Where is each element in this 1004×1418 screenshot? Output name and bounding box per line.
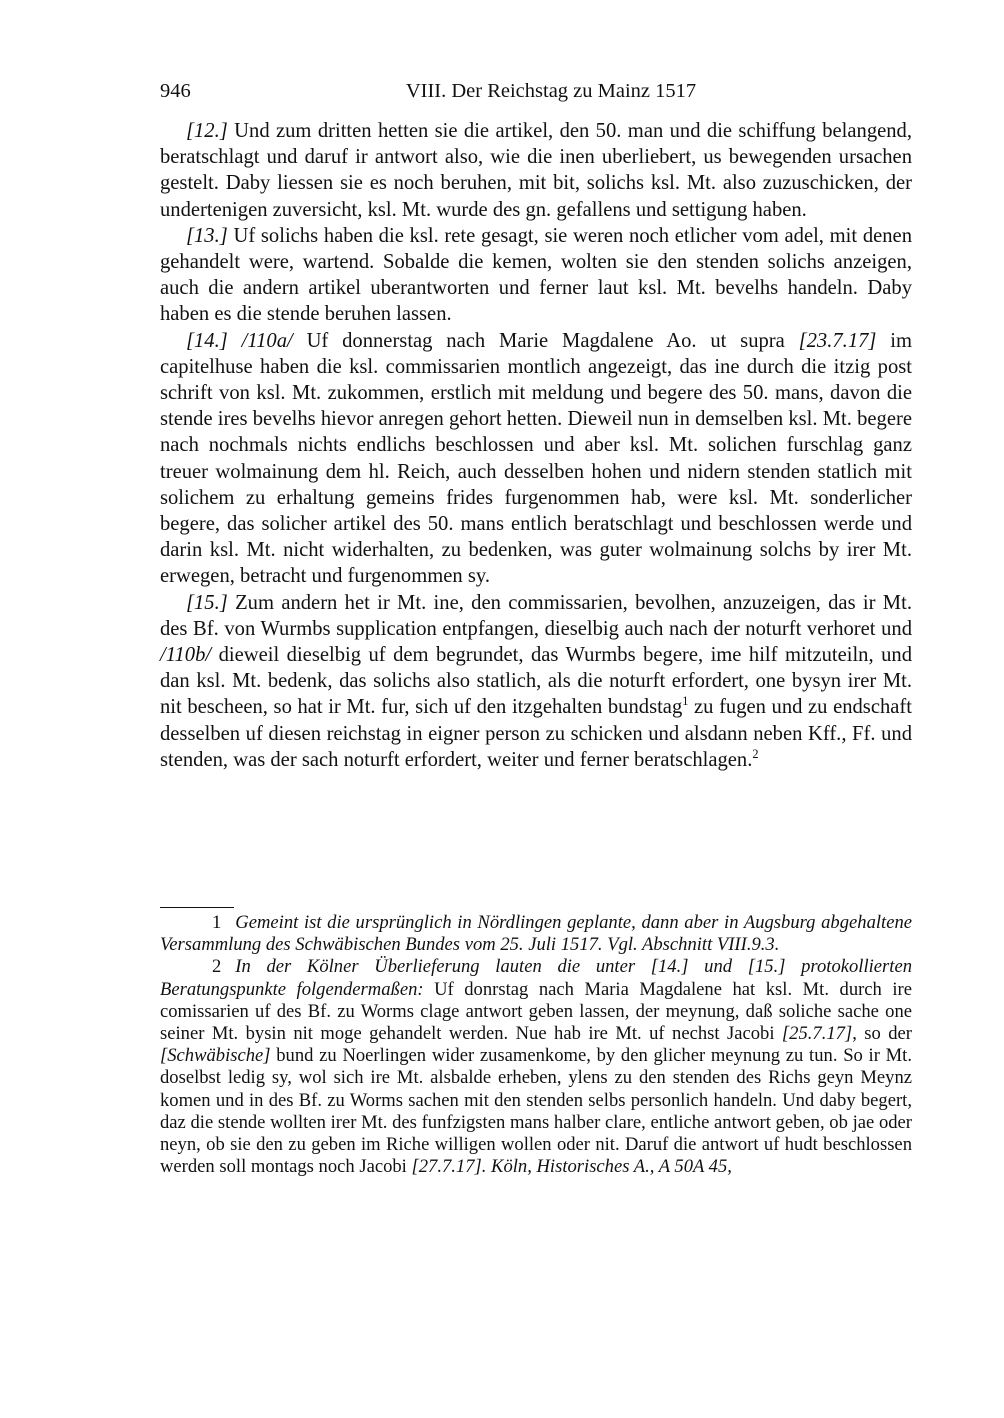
footnote-1 bbox=[160, 912, 912, 956]
footnote-mark: 2 bbox=[212, 956, 222, 978]
paragraph-number: [15.] bbox=[186, 591, 228, 614]
paragraph-15 bbox=[160, 590, 912, 773]
footnote-divider bbox=[160, 907, 234, 908]
editorial-insertion: [Schwäbische] bbox=[160, 1045, 271, 1067]
page-number: 946 bbox=[160, 80, 191, 102]
paragraph-12 bbox=[160, 118, 912, 223]
main-text bbox=[160, 118, 912, 773]
paragraph-text: dieweil dieselbig uf dem begrundet, das Wurmbs begere, ime hilf mitzuteiln, und dan ksl. Mt. bedenk, das solichs also statlich, als die noturft erfordert, one bysyn irer Mt. nit bescheen, so hat ir Mt. fur, sich uf den itzgehalten bundstag bbox=[160, 644, 912, 719]
folio-marker: /110b/ bbox=[160, 644, 212, 667]
footnote-text: Gemeint ist die ursprünglich in Nördlingen geplante, dann aber in Augsburg abgehaltene Versammlung des Schwäbischen Bundes vom 25. Juli 1517. Vgl. Abschnitt VIII.9.3. bbox=[160, 912, 912, 956]
folio-marker: /110a/ bbox=[241, 329, 293, 352]
paragraph-number: [13.] bbox=[186, 224, 228, 247]
footnote-text: Uf donrstag nach Maria Magdalene hat ksl. Mt. durch ire comissarien uf des Bf. zu Worms clage antwort geben lassen, der meynung, daß soliche sache one seiner Mt. bysin nit moge gehandelt werden. Nue hab ire Mt. uf nechst Jacobi bbox=[160, 978, 913, 1045]
paragraph-text: Uf donnerstag nach Marie Magdalene Ao. ut supra bbox=[292, 329, 799, 352]
footnote-ref-2[interactable]: 2 bbox=[752, 747, 759, 762]
footnote-text: , so der bbox=[852, 1023, 912, 1045]
date-annotation: [27.7.17]. bbox=[411, 1156, 487, 1178]
footnote-ref-1[interactable]: 1 bbox=[682, 694, 689, 709]
running-title: VIII. Der Reichstag zu Mainz 1517 bbox=[405, 80, 697, 102]
paragraph-13 bbox=[160, 223, 912, 328]
paragraph-text: im capitelhuse haben die ksl. commissarien montlich angezeigt, das ine durch die itzig post schrift von ksl. Mt. zukommen, erstlich mit meldung und begere des 50. mans, davon die stende ires bevelhs hievor anregen gehort hetten. Dieweil nun in demselben ksl. Mt. begere nach nochmals nichts endlichs beschlossen und aber ksl. Mt. solichen furschlag ganz treuer wolmainung dem hl. Reich, auch desselben hohen und nidern stenden statlich mit solichem zu erhaltung gemeins frides furgenommen hab, were ksl. Mt. sonderlicher begere, das solicher artikel des 50. mans entlich beratschlagt und beschlossen werde und darin ksl. Mt. nicht widerhalten, zu bedenken, was guter wolmainung solchs by irer Mt. erwegen, betracht und furgenommen sy. bbox=[160, 329, 913, 588]
footnote-mark: 1 bbox=[212, 912, 222, 933]
source-citation: Köln, Historisches A., A 50A 45, bbox=[486, 1156, 732, 1178]
date-annotation: [23.7.17] bbox=[798, 329, 877, 352]
paragraph-text: Zum andern het ir Mt. ine, den commissarien, bevolhen, anzuzeigen, das ir Mt. des Bf. von Wurmbs supplication entpfangen, dieselbig auch nach der noturft verhoret und bbox=[160, 591, 912, 640]
footnote-2 bbox=[160, 956, 912, 1178]
paragraph-number: [12.] bbox=[186, 120, 228, 142]
date-annotation: [25.7.17] bbox=[781, 1023, 853, 1045]
footnote-intro: In der Kölner Überlieferung lauten die unter [14.] und [15.] protokollierten Beratungspunkte folgendermaßen: bbox=[160, 956, 912, 1000]
paragraph-text: Uf solichs haben die ksl. rete gesagt, sie weren noch etlicher vom adel, mit denen gehandelt were, wartend. Sobalde die kemen, wolten sie den stenden solichs anzeigen, auch die andern artikel uberantworten und ferner laut ksl. Mt. bevelhs handeln. Daby haben es die stende beruhen lassen. bbox=[160, 224, 912, 326]
footnote-text: bund zu Noerlingen wider zusamenkome, by den glicher meynung zu tun. So ir Mt. doselbst ledig sy, wol sich ire Mt. alsbalde erheben, ylens zu den stenden des Richs geyn Meynz komen und in des Bf. zu Worms sachen mit den stenden selbs personlich handeln. Und daby begert, daz die stende wollten irer Mt. des funfzigsten mans halber clare, entliche antwort geben, ob jae oder neyn, ob sie den zu geben im Riche willigen wollen oder nit. Daruf die antwort uf hudt beschlossen werden soll montags noch Jacobi bbox=[160, 1045, 912, 1178]
page-header bbox=[160, 80, 912, 108]
paragraph-number: [14.] bbox=[186, 329, 228, 352]
paragraph-14 bbox=[160, 328, 912, 590]
paragraph-text: Und zum dritten hetten sie die artikel, den 50. man und die schiffung belangend, beratschlagt und daruf ir antwort also, wie die inen uberliebert, us bewegenden ursachen gestelt. Daby liessen sie es noch beruhen, mit bit, solichs ksl. Mt. also zuzuschicken, der undertenigen zuversicht, ksl. Mt. wurde des gn. gefallens und settigung haben. bbox=[160, 120, 912, 221]
footnotes bbox=[160, 912, 912, 1178]
paragraph-text: zu fugen und zu endschaft desselben uf diesen reichstag in eigner person zu schicken und alsdann neben Kff., Ff. und stenden, was der sach noturft erfordert, weiter und ferner beratschlagen. bbox=[160, 696, 912, 771]
